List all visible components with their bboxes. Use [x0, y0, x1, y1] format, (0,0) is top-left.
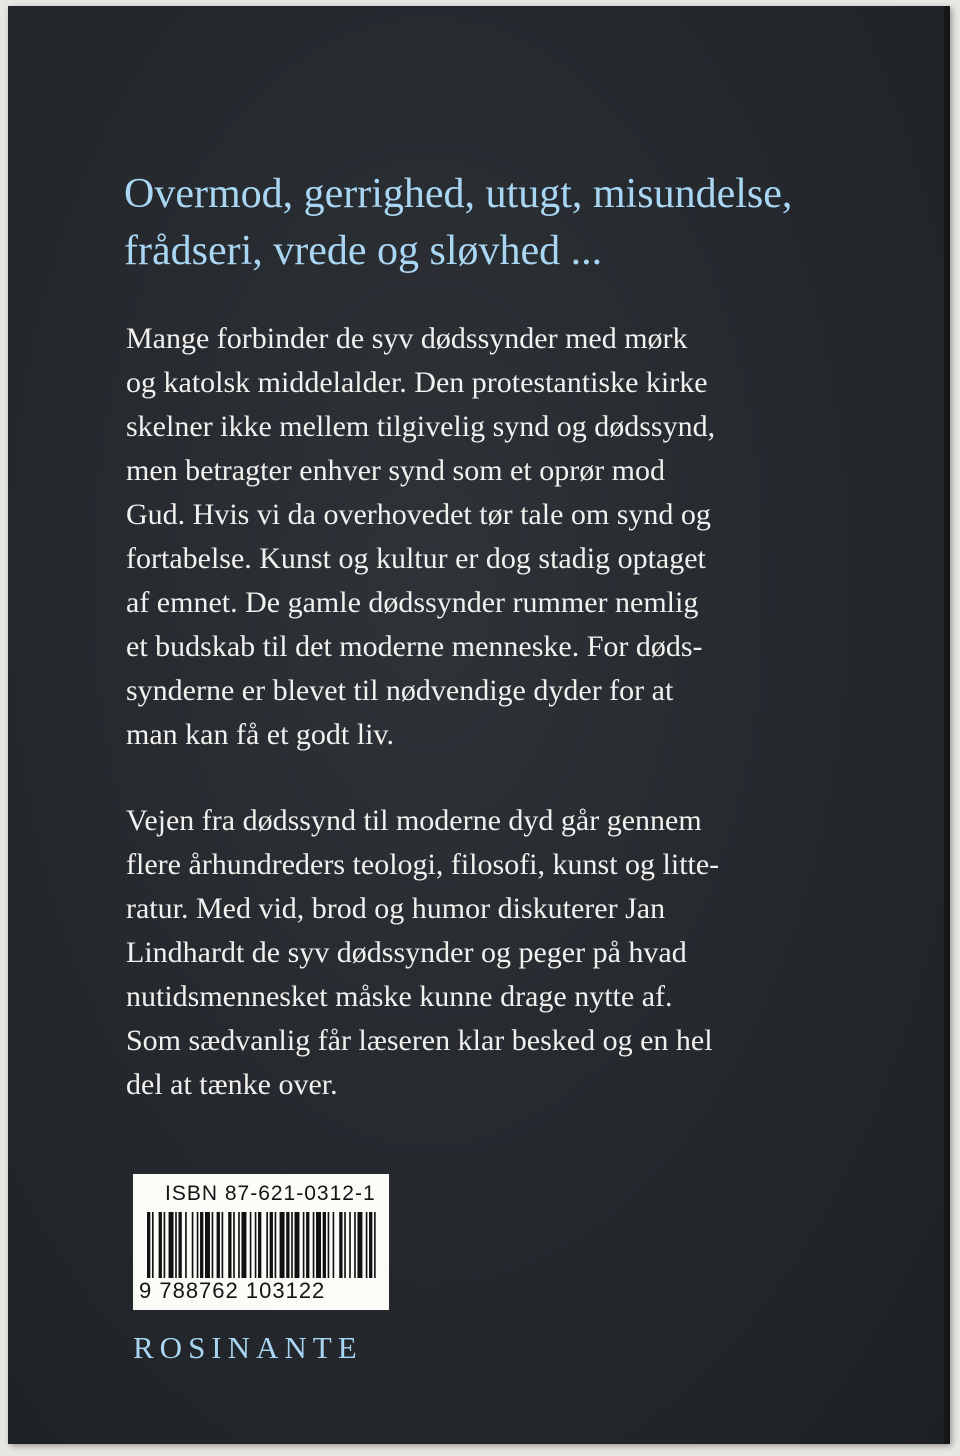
barcode-bar: [233, 1212, 235, 1278]
blurb-line: og katolsk middelalder. Den protestantiske kirke: [126, 366, 708, 399]
barcode-bar: [286, 1212, 289, 1278]
barcode-bar: [369, 1212, 372, 1278]
blurb-line: flere århundreders teologi, filosofi, kunst og litte-: [126, 848, 720, 881]
blurb-paragraph-2: [126, 799, 886, 1107]
publisher-name: ROSINANTE: [133, 1330, 363, 1365]
barcode-bar: [197, 1212, 199, 1278]
barcode-bar: [200, 1212, 203, 1278]
blurb-line: Mange forbinder de syv dødssynder med mørk: [126, 322, 688, 355]
blurb-line: Lindhardt de syv dødssynder og peger på hvad: [126, 936, 687, 969]
barcode-bar: [328, 1212, 330, 1278]
barcode-bar: [339, 1212, 342, 1278]
barcode-bar: [316, 1212, 321, 1278]
blurb-line: Gud. Hvis vi da overhovedet tør tale om synd og: [126, 498, 711, 531]
barcode-bar: [280, 1212, 285, 1278]
barcode-bar: [238, 1212, 240, 1278]
blurb-line: skelner ikke mellem tilgivelig synd og dødssynd,: [126, 410, 716, 443]
blurb-line: et budskab til det moderne menneske. For døds-: [126, 630, 703, 663]
barcode-bar: [178, 1212, 181, 1278]
barcode-bar: [159, 1212, 162, 1278]
barcode-bar: [169, 1212, 174, 1278]
barcode-bar: [333, 1212, 335, 1278]
barcode-bar: [250, 1212, 252, 1278]
blurb-line: man kan få et godt liv.: [126, 718, 394, 751]
barcode-bar: [212, 1212, 214, 1278]
isbn-number: ISBN 87-621-0312-1: [165, 1182, 376, 1205]
blurb-line: af emnet. De gamle dødssynder rummer nemlig: [126, 586, 699, 619]
blurb-line: nutidsmennesket måske kunne drage nytte af.: [126, 980, 673, 1013]
blurb-line: Vejen fra dødssynd til moderne dyd går gennem: [126, 804, 702, 837]
barcode-bar: [175, 1212, 177, 1278]
barcode-bar: [306, 1212, 309, 1278]
barcode-bar: [303, 1212, 305, 1278]
headline-line: frådseri, vrede og sløvhed ...: [124, 228, 603, 274]
barcode-bar: [275, 1212, 277, 1278]
isbn-barcode: [133, 1174, 389, 1310]
blurb-line: men betragter enhver synd som et oprør mod: [126, 454, 666, 487]
barcode-bar: [313, 1212, 315, 1278]
barcode-bar: [374, 1212, 376, 1278]
barcode-bar: [152, 1212, 154, 1278]
barcode-bar: [366, 1212, 368, 1278]
barcode-bar: [344, 1212, 346, 1278]
barcode-bar: [323, 1212, 326, 1278]
barcode-bar: [241, 1212, 246, 1278]
barcode-bar: [217, 1212, 220, 1278]
barcode-bar: [228, 1212, 231, 1278]
barcode-bar: [192, 1212, 194, 1278]
barcode-bar: [222, 1212, 224, 1278]
barcode-bar: [147, 1212, 150, 1278]
barcode-bar: [270, 1212, 273, 1278]
blurb-paragraph-1: [126, 317, 886, 757]
barcode-bar: [357, 1212, 362, 1278]
barcode-bar: [354, 1212, 356, 1278]
barcode-bar: [266, 1212, 268, 1278]
barcode-bars: [147, 1212, 379, 1278]
headline: [124, 166, 884, 280]
barcode-bar: [185, 1212, 187, 1278]
book-back-cover: [8, 6, 950, 1444]
headline-line: Overmod, gerrighed, utugt, misundelse,: [124, 171, 793, 217]
barcode-bar: [258, 1212, 261, 1278]
blurb-line: fortabelse. Kunst og kultur er dog stadig optaget: [126, 542, 706, 575]
blurb-line: synderne er blevet til nødvendige dyder for at: [126, 674, 674, 707]
barcode-bar: [205, 1212, 210, 1278]
barcode-bar: [164, 1212, 166, 1278]
ean-number: 9 788762 103122: [139, 1278, 326, 1303]
blurb-line: ratur. Med vid, brod og humor diskuterer Jan: [126, 892, 666, 925]
blurb-line: Som sædvanlig får læseren klar besked og en hel: [126, 1024, 713, 1057]
barcode-bar: [255, 1212, 257, 1278]
barcode-bar: [349, 1212, 351, 1278]
barcode-bar: [291, 1212, 293, 1278]
barcode-bar: [294, 1212, 299, 1278]
blurb-line: del at tænke over.: [126, 1068, 338, 1101]
